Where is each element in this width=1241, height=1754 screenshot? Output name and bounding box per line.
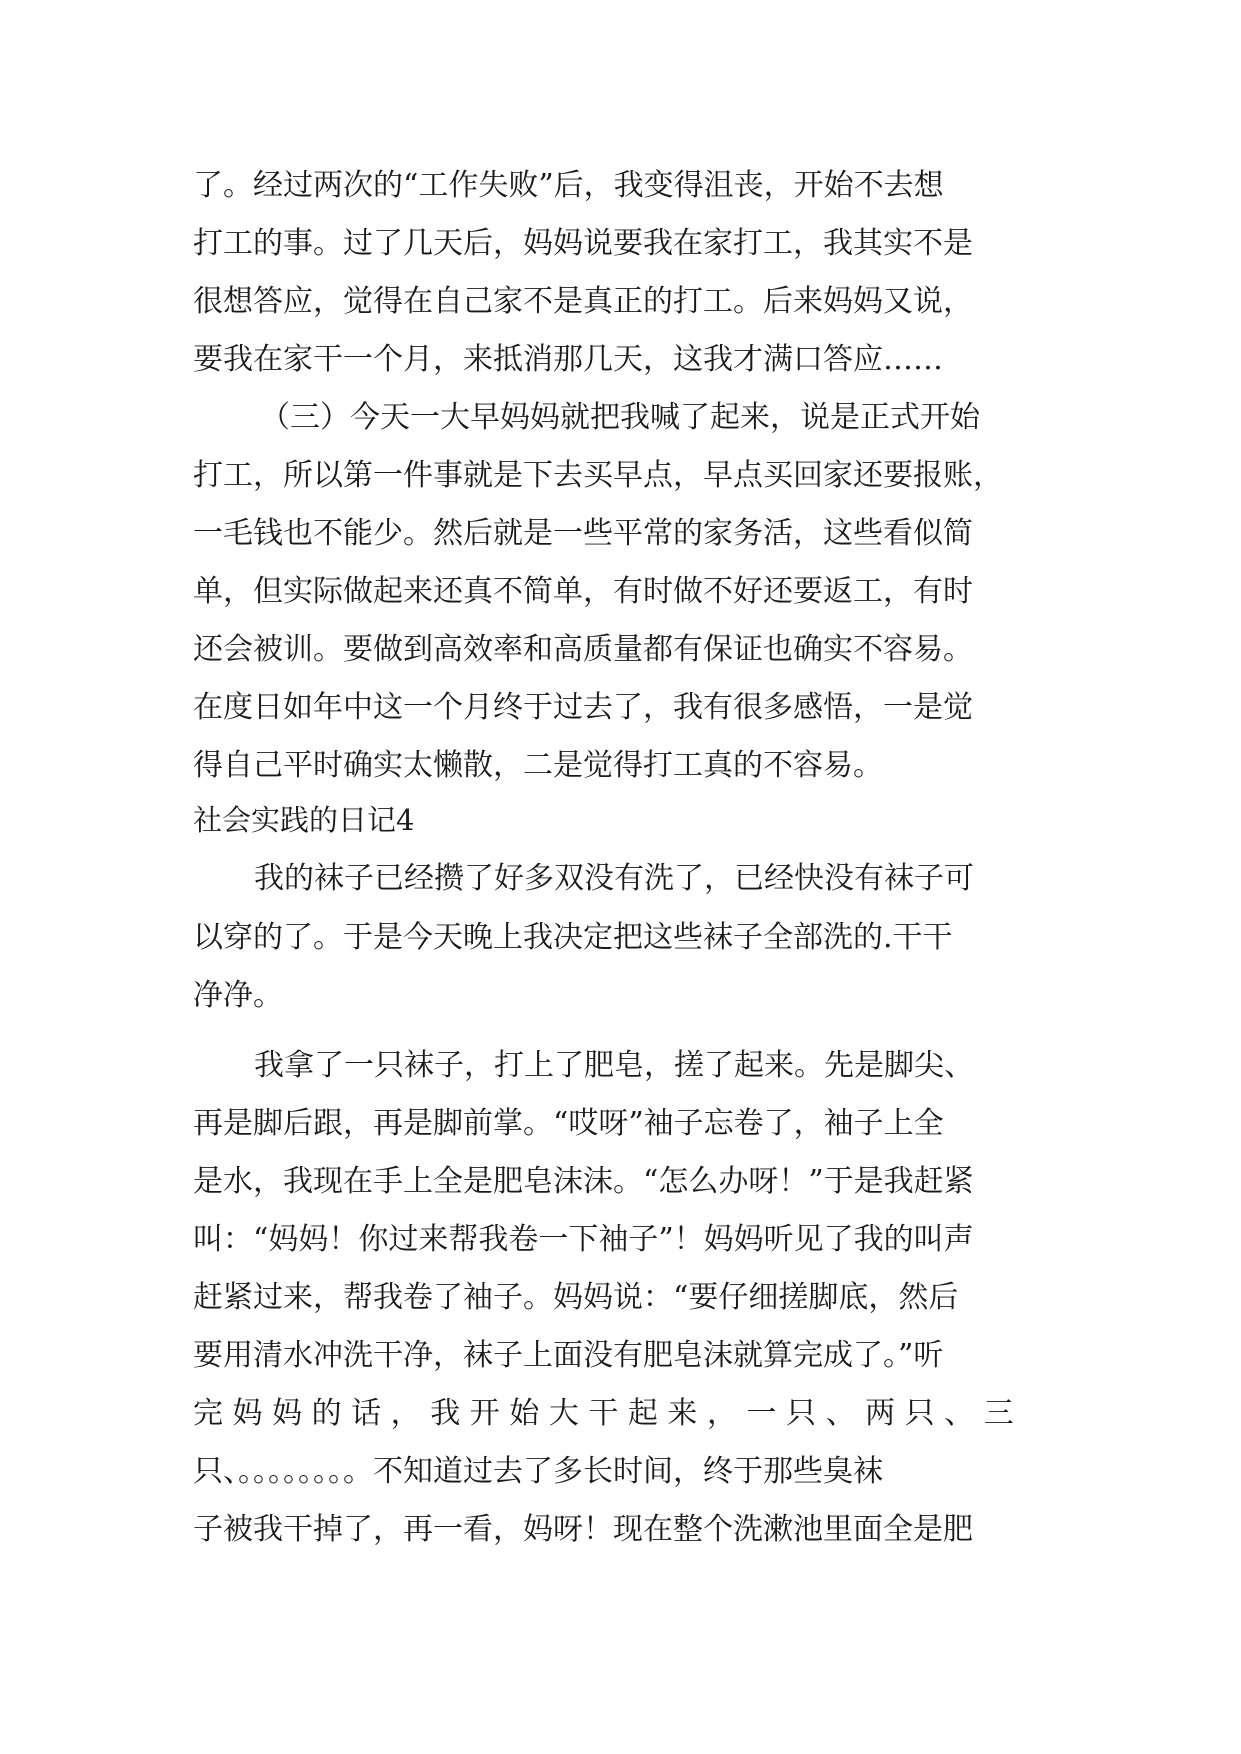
text-line: 是水，我现在手上全是肥皂沫沫。“怎么办呀！”于是我赶紧: [193, 1164, 974, 1199]
text-line: 我拿了一只袜子，打上了肥皂，搓了起来。先是脚尖、: [254, 1048, 974, 1083]
text-line: 叫：“妈妈！你过来帮我卷一下袖子”！妈妈听见了我的叫声: [193, 1222, 974, 1257]
text-line: 得自己平时确实太懒散，二是觉得打工真的不容易。: [193, 748, 883, 783]
text-line: 在度日如年中这一个月终于过去了，我有很多感悟，一是觉: [193, 690, 973, 725]
text-line: 一毛钱也不能少。然后就是一些平常的家务活，这些看似简: [193, 516, 973, 551]
text-line: 只、。。。。。。。。不知道过去了多长时间，终于那些臭袜: [193, 1454, 883, 1489]
text-line: （三）今天一大早妈妈就把我喊了起来，说是正式开始: [260, 400, 980, 435]
text-line: 净净。: [193, 978, 283, 1013]
text-line: 要我在家干一个月，来抵消那几天，这我才满口答应……: [193, 342, 943, 377]
text-line: 很想答应，觉得在自己家不是真正的打工。后来妈妈又说，: [193, 284, 973, 319]
text-line: 了。经过两次的“工作失败”后，我变得沮丧，开始不去想: [193, 168, 944, 203]
section-heading: 社会实践的日记4: [193, 803, 415, 837]
text-line: 以穿的了。于是今天晚上我决定把这些袜子全部洗的.干干: [193, 920, 953, 955]
text-line: 还会被训。要做到高效率和高质量都有保证也确实不容易。: [193, 632, 973, 667]
text-line: 我的袜子已经攒了好多双没有洗了，已经快没有袜子可: [254, 861, 974, 896]
text-line: 子被我干掉了，再一看，妈呀！现在整个洗漱池里面全是肥: [193, 1512, 973, 1547]
text-line: 打工的事。过了几天后，妈妈说要我在家打工，我其实不是: [193, 226, 973, 261]
text-line: 打工，所以第一件事就是下去买早点，早点买回家还要报账，: [193, 458, 1003, 493]
text-line: 再是脚后跟，再是脚前掌。“哎呀”袖子忘卷了，袖子上全: [193, 1106, 944, 1141]
text-line: 赶紧过来，帮我卷了袖子。妈妈说：“要仔细搓脚底，然后: [193, 1280, 959, 1315]
text-line: 要用清水冲洗干净，袜子上面没有肥皂沫就算完成了。”听: [193, 1338, 944, 1373]
text-line: 完 妈 妈 的 话 ， 我 开 始 大 干 起 来 ， 一 只 、 两 只 、 三: [193, 1396, 1014, 1431]
text-line: 单，但实际做起来还真不简单，有时做不好还要返工，有时: [193, 574, 973, 609]
